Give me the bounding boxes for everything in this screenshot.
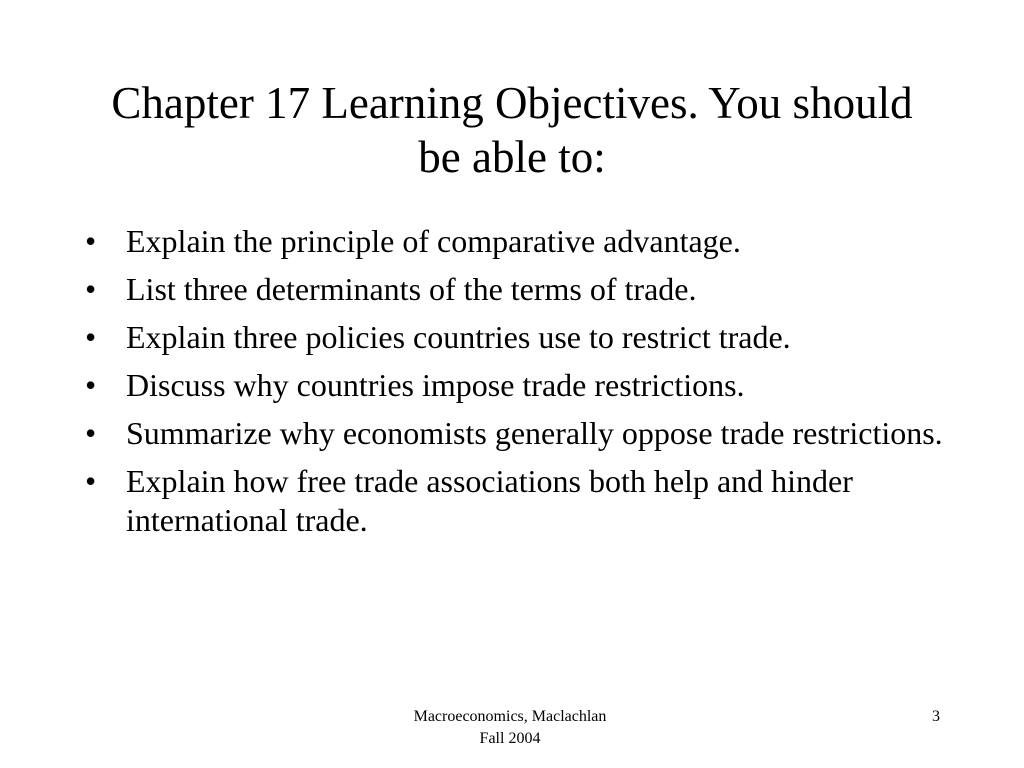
bullet-icon: •: [85, 415, 97, 451]
bullet-icon: •: [85, 319, 97, 355]
bullet-icon: •: [85, 223, 97, 259]
list-item: [85, 414, 945, 453]
list-item: [85, 270, 945, 309]
list-item: [85, 366, 945, 405]
list-item: [85, 222, 945, 261]
slide-footer: [360, 706, 660, 750]
list-item: [85, 462, 945, 540]
list-item-text: Explain three policies countries use to restrict trade.: [126, 319, 791, 355]
list-item-text: Explain how free trade associations both help and hinder international trade.: [126, 463, 853, 538]
list-item-text: Explain the principle of comparative advantage.: [126, 223, 741, 259]
footer-term: Fall 2004: [479, 730, 541, 747]
slide-number: 3: [932, 708, 940, 725]
list-item: [85, 318, 945, 357]
list-item-text: List three determinants of the terms of trade.: [126, 271, 697, 307]
bullet-icon: •: [85, 463, 97, 499]
list-item-text: Discuss why countries impose trade restrictions.: [126, 367, 745, 403]
list-item-text: Summarize why economists generally oppose trade restrictions.: [126, 415, 943, 451]
footer-course: Macroeconomics, Maclachlan: [413, 708, 607, 725]
learning-objectives-list: [85, 222, 945, 549]
bullet-icon: •: [85, 367, 97, 403]
slide-title: Chapter 17 Learning Objectives. You should be able to:: [111, 78, 913, 182]
bullet-icon: •: [85, 271, 97, 307]
